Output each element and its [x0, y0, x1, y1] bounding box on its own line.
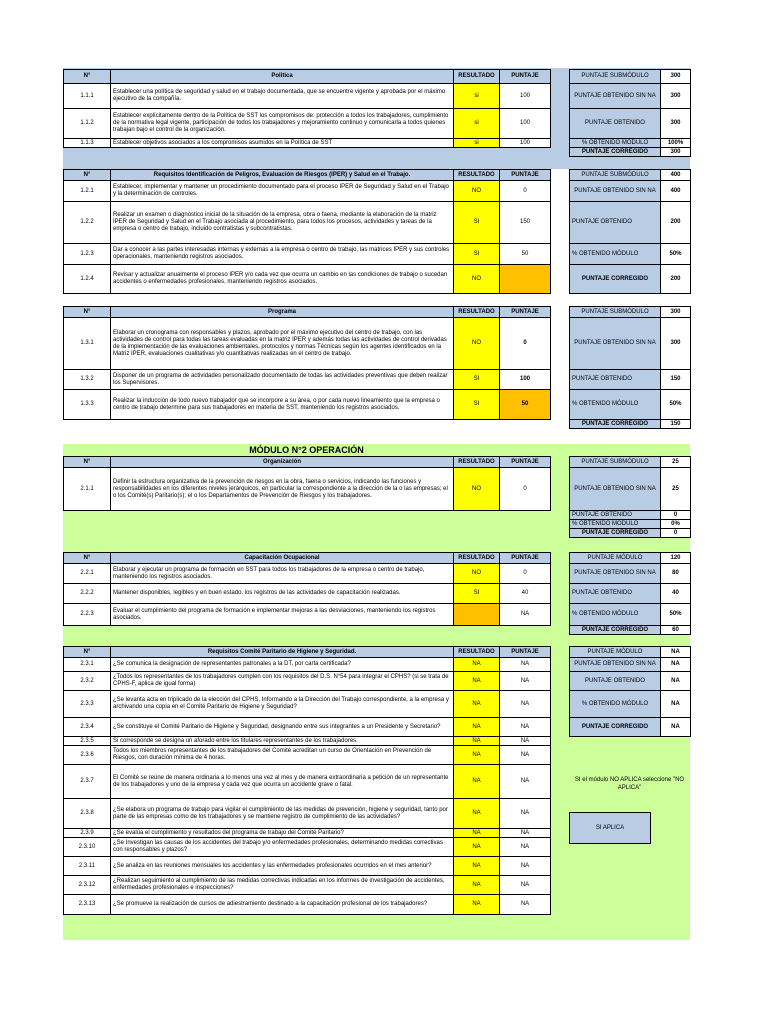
summary-label: PUNTAJE OBTENIDO SIN NA — [570, 468, 661, 511]
section-organizacion — [63, 456, 550, 511]
summary-value: 60 — [661, 626, 691, 635]
item-puntaje: 0 — [500, 318, 551, 370]
summary-value: 200 — [661, 202, 691, 244]
summary-value: 50% — [661, 244, 691, 265]
item-puntaje: 0 — [500, 564, 551, 584]
item-resultado[interactable]: SI — [454, 202, 500, 244]
item-puntaje: NA — [500, 857, 551, 876]
item-requirement: El Comité se reúne de manera ordinaria a lo menos una vez al mes y de manera extraordinaria a petición de un representante de los trabajadores y uno de la empresa y cada vez que ocurra un accidente grave o fatal. — [111, 765, 454, 799]
item-number: 1.3.3 — [64, 390, 111, 420]
item-puntaje: NA — [500, 658, 551, 672]
item-resultado[interactable]: NA — [454, 799, 500, 829]
summary-label: PUNTAJE SUBMÓDULO — [570, 70, 661, 84]
item-number: 2.3.5 — [64, 737, 111, 746]
item-requirement: ¿Se levanta acta en triplicado de la elección del CPHS, Informando a la Dirección del Trabajo correspondiente, a la empresa y archivando una copia en el Comité Paritario de Higiene y Seguridad? — [111, 691, 454, 718]
col-puntaje-header: PUNTAJE — [500, 170, 551, 181]
item-resultado[interactable]: NO — [454, 564, 500, 584]
item-number: 1.2.2 — [64, 202, 111, 244]
si-aplica-button[interactable]: SI APLICA — [569, 812, 651, 844]
item-number: 2.3.13 — [64, 895, 111, 915]
item-resultado[interactable]: NA — [454, 765, 500, 799]
item-number: 2.2.1 — [64, 564, 111, 584]
item-requirement: Revisar y actualizar anualmente el proceso IPER y/o cada vez que ocurra un cambio en las condiciones de trabajo o sucedan accidentes o enfermedades profesionales, manteniendo registros asociados. — [111, 265, 454, 294]
summary-label: PUNTAJE OBTENIDO SIN NA — [570, 564, 661, 584]
col-puntaje-header: PUNTAJE — [500, 70, 551, 84]
summary-label: PUNTAJE OBTENIDO SIN NA — [570, 658, 661, 672]
item-requirement: Disponer de un programa de actividades personalizado documentado de todas las actividades preventivas que deben realizar los Supervisores. — [111, 370, 454, 390]
col-puntaje-header: PUNTAJE — [500, 553, 551, 564]
col-num-header: N° — [64, 70, 111, 84]
item-requirement: Mantener disponibles, legibles y en buen estado, los registros de las actividades de capacitación realizadas. — [111, 584, 454, 604]
summary-programa — [569, 306, 690, 429]
summary-label: % OBTENIDO MÓDULO — [570, 520, 661, 529]
item-resultado[interactable]: NA — [454, 876, 500, 895]
section-programa — [63, 306, 550, 420]
section-title: Programa — [111, 307, 454, 318]
summary-label: PUNTAJE SUBMÓDULO — [570, 170, 661, 181]
summary-label: PUNTAJE CORREGIDO — [570, 529, 661, 538]
item-puntaje: 0 — [500, 468, 551, 511]
item-resultado[interactable]: NA — [454, 838, 500, 857]
col-puntaje-header: PUNTAJE — [500, 647, 551, 658]
summary-label: PUNTAJE OBTENIDO — [570, 109, 661, 139]
summary-value: 400 — [661, 181, 691, 202]
section-iper — [63, 169, 550, 294]
item-resultado[interactable]: NA — [454, 895, 500, 915]
item-puntaje: NA — [500, 737, 551, 746]
item-number: 1.2.3 — [64, 244, 111, 265]
item-number: 1.2.1 — [64, 181, 111, 202]
item-requirement: ¿Se comunica la designación de representantes patronales a la DT, por carta certificada? — [111, 658, 454, 672]
item-number: 1.1.1 — [64, 84, 111, 109]
summary-label: PUNTAJE CORREGIDO — [570, 718, 661, 737]
summary-value: 200 — [661, 265, 691, 294]
summary-value: 25 — [661, 457, 691, 468]
item-resultado[interactable]: SI — [454, 584, 500, 604]
item-resultado[interactable]: SI — [454, 390, 500, 420]
item-puntaje: 100 — [500, 84, 551, 109]
item-puntaje: 50 — [500, 244, 551, 265]
item-number: 1.1.2 — [64, 109, 111, 139]
summary-value: 300 — [661, 70, 691, 84]
summary-value: 150 — [661, 420, 691, 429]
item-requirement: ¿Se promueve la realización de cursos de adiestramiento destinado a la capacitación profesional de los trabajadores? — [111, 895, 454, 915]
item-number: 1.3.2 — [64, 370, 111, 390]
summary-value: NA — [661, 718, 691, 737]
item-resultado[interactable]: SI — [454, 244, 500, 265]
item-puntaje: NA — [500, 765, 551, 799]
summary-value: 150 — [661, 370, 691, 390]
item-requirement: ¿Se constituye el Comité Paritario de Higiene y Seguridad, designando entre sus integrantes a un Presidente y Secretario? — [111, 718, 454, 737]
item-resultado[interactable]: NO — [454, 181, 500, 202]
item-puntaje: 40 — [500, 584, 551, 604]
summary-value: 25 — [661, 468, 691, 511]
item-resultado[interactable]: NA — [454, 746, 500, 765]
col-num-header: N° — [64, 457, 111, 468]
item-requirement: Dar a conocer a las partes interesadas internas y externas a la empresa o centro de trabajo, las matrices IPER y sus controles operacionales, manteniendo registros asociados. — [111, 244, 454, 265]
item-number: 2.2.3 — [64, 604, 111, 626]
col-puntaje-header: PUNTAJE — [500, 457, 551, 468]
summary-label: PUNTAJE OBTENIDO SIN NA — [570, 181, 661, 202]
item-resultado[interactable]: NA — [454, 718, 500, 737]
summary-label: PUNTAJE SUBMÓDULO — [570, 307, 661, 318]
summary-value: NA — [661, 647, 691, 658]
item-resultado[interactable]: NA — [454, 672, 500, 691]
col-resultado-header: RESULTADO — [454, 647, 500, 658]
summary-label: PUNTAJE OBTENIDO — [570, 202, 661, 244]
item-number: 1.3.1 — [64, 318, 111, 370]
item-requirement: ¿Se evalúa el cumplimiento y resultados del programa de trabajo del Comité Paritario? — [111, 829, 454, 838]
item-requirement: Establecer una política de seguridad y salud en el trabajo documentada, que se encuentre vigente y aprobada por el máximo ejecutivo de la compañía. — [111, 84, 454, 109]
item-number: 1.1.3 — [64, 139, 111, 148]
summary-value: 50% — [661, 604, 691, 626]
item-requirement: ¿Se Investigan las causas de los accidentes del trabajo y/o enfermedades profesionales, determinando medidas correctivas con responsables y plazos? — [111, 838, 454, 857]
summary-value: 40 — [661, 584, 691, 604]
item-puntaje: NA — [500, 746, 551, 765]
summary-politica — [569, 69, 690, 157]
item-number: 2.3.6 — [64, 746, 111, 765]
item-puntaje: 0 — [500, 181, 551, 202]
item-number: 2.3.3 — [64, 691, 111, 718]
item-resultado[interactable]: SI — [454, 370, 500, 390]
item-requirement: Definir la estructura organizativa de la prevención de riesgos en la obra, faena o servicios, indicando las funciones y responsabilidades en los diferentes niveles jerárquicos, en particular la correspondiente a la dirección de la o las empresas; el o los Comité(s) Paritario(s); el o los Departamentos de Prevención de Riesgos y los trabajadores. — [111, 468, 454, 511]
summary-value: 0 — [661, 529, 691, 538]
summary-label: PUNTAJE MÓDULO — [570, 553, 661, 564]
item-resultado[interactable]: NO — [454, 318, 500, 370]
summary-comite-paritario — [569, 646, 690, 737]
summary-label: PUNTAJE CORREGIDO — [570, 148, 661, 157]
summary-value: 120 — [661, 553, 691, 564]
item-requirement: Todos los miembros representantes de los trabajadores del Comité acreditan un curso de Orientación en Prevención de Riesgos, con duración mínima de 4 horas. — [111, 746, 454, 765]
col-resultado-header: RESULTADO — [454, 457, 500, 468]
item-resultado[interactable]: NO — [454, 468, 500, 511]
summary-value: 400 — [661, 170, 691, 181]
summary-label: PUNTAJE MÓDULO — [570, 647, 661, 658]
item-requirement: ¿Realizan seguimiento al cumplimiento de las medidas correctivas indicadas en los informes de investigación de accidentes, enfermedades profesionales e inspecciones? — [111, 876, 454, 895]
summary-value: 0 — [661, 511, 691, 520]
summary-value: NA — [661, 691, 691, 718]
col-resultado-header: RESULTADO — [454, 307, 500, 318]
summary-value: 300 — [661, 109, 691, 139]
summary-value: NA — [661, 672, 691, 691]
item-number: 2.3.11 — [64, 857, 111, 876]
summary-value: 300 — [661, 84, 691, 109]
item-puntaje: NA — [500, 799, 551, 829]
item-resultado[interactable]: NO — [454, 265, 500, 294]
summary-label: PUNTAJE OBTENIDO SIN NA — [570, 318, 661, 370]
item-number: 2.2.2 — [64, 584, 111, 604]
item-puntaje: 100 — [500, 370, 551, 390]
item-puntaje — [500, 265, 551, 294]
section-title: Politica — [111, 70, 454, 84]
summary-value: 300 — [661, 148, 691, 157]
section-title: Requisitos Identificación de Peligros, Evaluación de Riesgos (IPER) y Salud en el Trabajo. — [111, 170, 454, 181]
item-number: 1.2.4 — [64, 265, 111, 294]
summary-value: 300 — [661, 307, 691, 318]
item-requirement: Establecer explícitamente dentro de la Política de SST los compromisos de: protección a todos los trabajadores, cumplimiento de la normativa legal vigente, participación de todos los trabajadores y mejoramiento continuo y comunicarla a todos quienes trabajan bajo el control de la organización. — [111, 109, 454, 139]
col-resultado-header: RESULTADO — [454, 70, 500, 84]
item-requirement: Realizar la inducción de todo nuevo trabajador que se incorpore a su área, o por cada nuevo lineamiento que la empresa o centro de trabajo determine para sus trabajadores en materia de SST, manteniendo los registros asociados. — [111, 390, 454, 420]
summary-value: 80 — [661, 564, 691, 584]
item-requirement: Si corresponde se designa un aforado entre los titulares representantes de los trabajadores. — [111, 737, 454, 746]
col-resultado-header: RESULTADO — [454, 170, 500, 181]
item-resultado[interactable]: NA — [454, 658, 500, 672]
summary-label: PUNTAJE CORREGIDO — [570, 420, 661, 429]
summary-value: 50% — [661, 390, 691, 420]
summary-label: % OBTENIDO MÓDULO — [570, 139, 661, 148]
item-resultado[interactable] — [454, 604, 500, 626]
item-number: 2.3.12 — [64, 876, 111, 895]
item-number: 2.3.9 — [64, 829, 111, 838]
item-requirement: ¿Se analiza en las reuniones mensuales los accidentes y las enfermedades profesionales ocurridos en el mes anterior? — [111, 857, 454, 876]
no-aplica-note: SI el módulo NO APLICA seleccione "NO APLICA" — [574, 777, 685, 791]
section-title: Capacitación Ocupacional — [111, 553, 454, 564]
item-number: 2.1.1 — [64, 468, 111, 511]
item-puntaje: 100 — [500, 109, 551, 139]
item-puntaje: NA — [500, 718, 551, 737]
summary-value: 100% — [661, 139, 691, 148]
col-resultado-header: RESULTADO — [454, 553, 500, 564]
summary-label: % OBTENIDO MÓDULO — [570, 390, 661, 420]
section-title: Requisitos Comité Paritario de Higiene y Seguridad. — [111, 647, 454, 658]
col-num-header: N° — [64, 170, 111, 181]
item-requirement: Establecer, implementar y mantener un procedimiento documentado para el proceso IPER de Seguridad y Salud en el Trabajo y la determinación de controles. — [111, 181, 454, 202]
summary-label: % OBTENIDO MÓDULO — [570, 244, 661, 265]
summary-label: PUNTAJE OBTENIDO — [570, 511, 661, 520]
item-requirement: Realizar un examen o diagnóstico inicial de la situación de la empresa, obra o faena, mediante la elaboración de la matriz IPER de Seguridad y Salud en el Trabajo asociada al procedimiento, para todos los procesos, actividades y tareas de la empresa o centro de trabajo, incluido contratistas y subcontratistas. — [111, 202, 454, 244]
item-number: 2.3.4 — [64, 718, 111, 737]
item-resultado[interactable]: NA — [454, 857, 500, 876]
item-puntaje: NA — [500, 876, 551, 895]
summary-label: PUNTAJE OBTENIDO SIN NA — [570, 84, 661, 109]
col-num-header: N° — [64, 647, 111, 658]
item-puntaje: 50 — [500, 390, 551, 420]
item-number: 2.3.8 — [64, 799, 111, 829]
summary-label: PUNTAJE SUBMÓDULO — [570, 457, 661, 468]
item-requirement: Elaborar un cronograma con responsables y plazos, aprobado por el máximo ejecutivo del centro de trabajo, con las actividades de control para todas las tareas evaluadas en la matriz IPER y además todas las actividades de control derivadas de la implementación de las evaluaciones ambientales, protocolos y normas Técnicas según los agentes identificados en la Matriz IPER, evaluaciones cualitativas y/o cuantitativas realizadas en el centro de trabajo. — [111, 318, 454, 370]
item-resultado[interactable]: si — [454, 109, 500, 139]
item-puntaje: NA — [500, 895, 551, 915]
section-title: Organización — [111, 457, 454, 468]
summary-label: PUNTAJE OBTENIDO — [570, 370, 661, 390]
item-requirement: ¿Se elabora un programa de trabajo para vigilar el cumplimiento de las medidas de prevención, higiene y seguridad, tanto por parte de las empresas como de los trabajadores y se mantiene registro de cumplimiento de las actividades? — [111, 799, 454, 829]
item-requirement: Evaluar el cumplimiento del programa de formación e implementar mejoras a las desviaciones, manteniendo los registros asociados. — [111, 604, 454, 626]
summary-organizacion — [569, 456, 690, 538]
summary-value: NA — [661, 658, 691, 672]
summary-label: PUNTAJE CORREGIDO — [570, 265, 661, 294]
summary-capacitacion — [569, 552, 690, 635]
summary-value: 0% — [661, 520, 691, 529]
col-num-header: N° — [64, 307, 111, 318]
item-number: 2.3.2 — [64, 672, 111, 691]
item-requirement: Establecer objetivos asociados a los compromisos asumidos en la Política de SST — [111, 139, 454, 148]
summary-label: PUNTAJE OBTENIDO — [570, 584, 661, 604]
item-resultado[interactable]: NA — [454, 737, 500, 746]
summary-label: PUNTAJE OBTENIDO — [570, 672, 661, 691]
col-puntaje-header: PUNTAJE — [500, 307, 551, 318]
summary-iper — [569, 169, 690, 294]
item-number: 2.3.7 — [64, 765, 111, 799]
col-num-header: N° — [64, 553, 111, 564]
item-puntaje: NA — [500, 672, 551, 691]
summary-label: PUNTAJE CORREGIDO — [570, 626, 661, 635]
item-puntaje: NA — [500, 604, 551, 626]
item-number: 2.3.10 — [64, 838, 111, 857]
summary-label: % OBTENIDO MÓDULO — [570, 604, 661, 626]
summary-value: 300 — [661, 318, 691, 370]
section-capacitacion — [63, 552, 550, 626]
section-comite-paritario — [63, 646, 550, 915]
item-puntaje: 150 — [500, 202, 551, 244]
item-resultado[interactable]: si — [454, 139, 500, 148]
item-resultado[interactable]: si — [454, 84, 500, 109]
summary-label: % OBTENIDO MÓDULO — [570, 691, 661, 718]
section-politica — [63, 69, 550, 148]
item-requirement: ¿Todos los representantes de los trabajadores cumplen con los requisitos del D.S. N°54 para integrar el CPHS? (si se trata de CPHS-F, aplica de igual forma) — [111, 672, 454, 691]
item-resultado[interactable]: NA — [454, 829, 500, 838]
item-puntaje: NA — [500, 829, 551, 838]
item-requirement: Elaborar y ejecutar un programa de formación en SST para todos los trabajadores de la empresa o centro de trabajo, manteniendo los registros asociados. — [111, 564, 454, 584]
module2-title: MÓDULO N°2 OPERACIÓN — [249, 445, 364, 455]
item-number: 2.3.1 — [64, 658, 111, 672]
item-puntaje: NA — [500, 838, 551, 857]
item-resultado[interactable]: NA — [454, 691, 500, 718]
item-puntaje: 100 — [500, 139, 551, 148]
item-puntaje: NA — [500, 691, 551, 718]
